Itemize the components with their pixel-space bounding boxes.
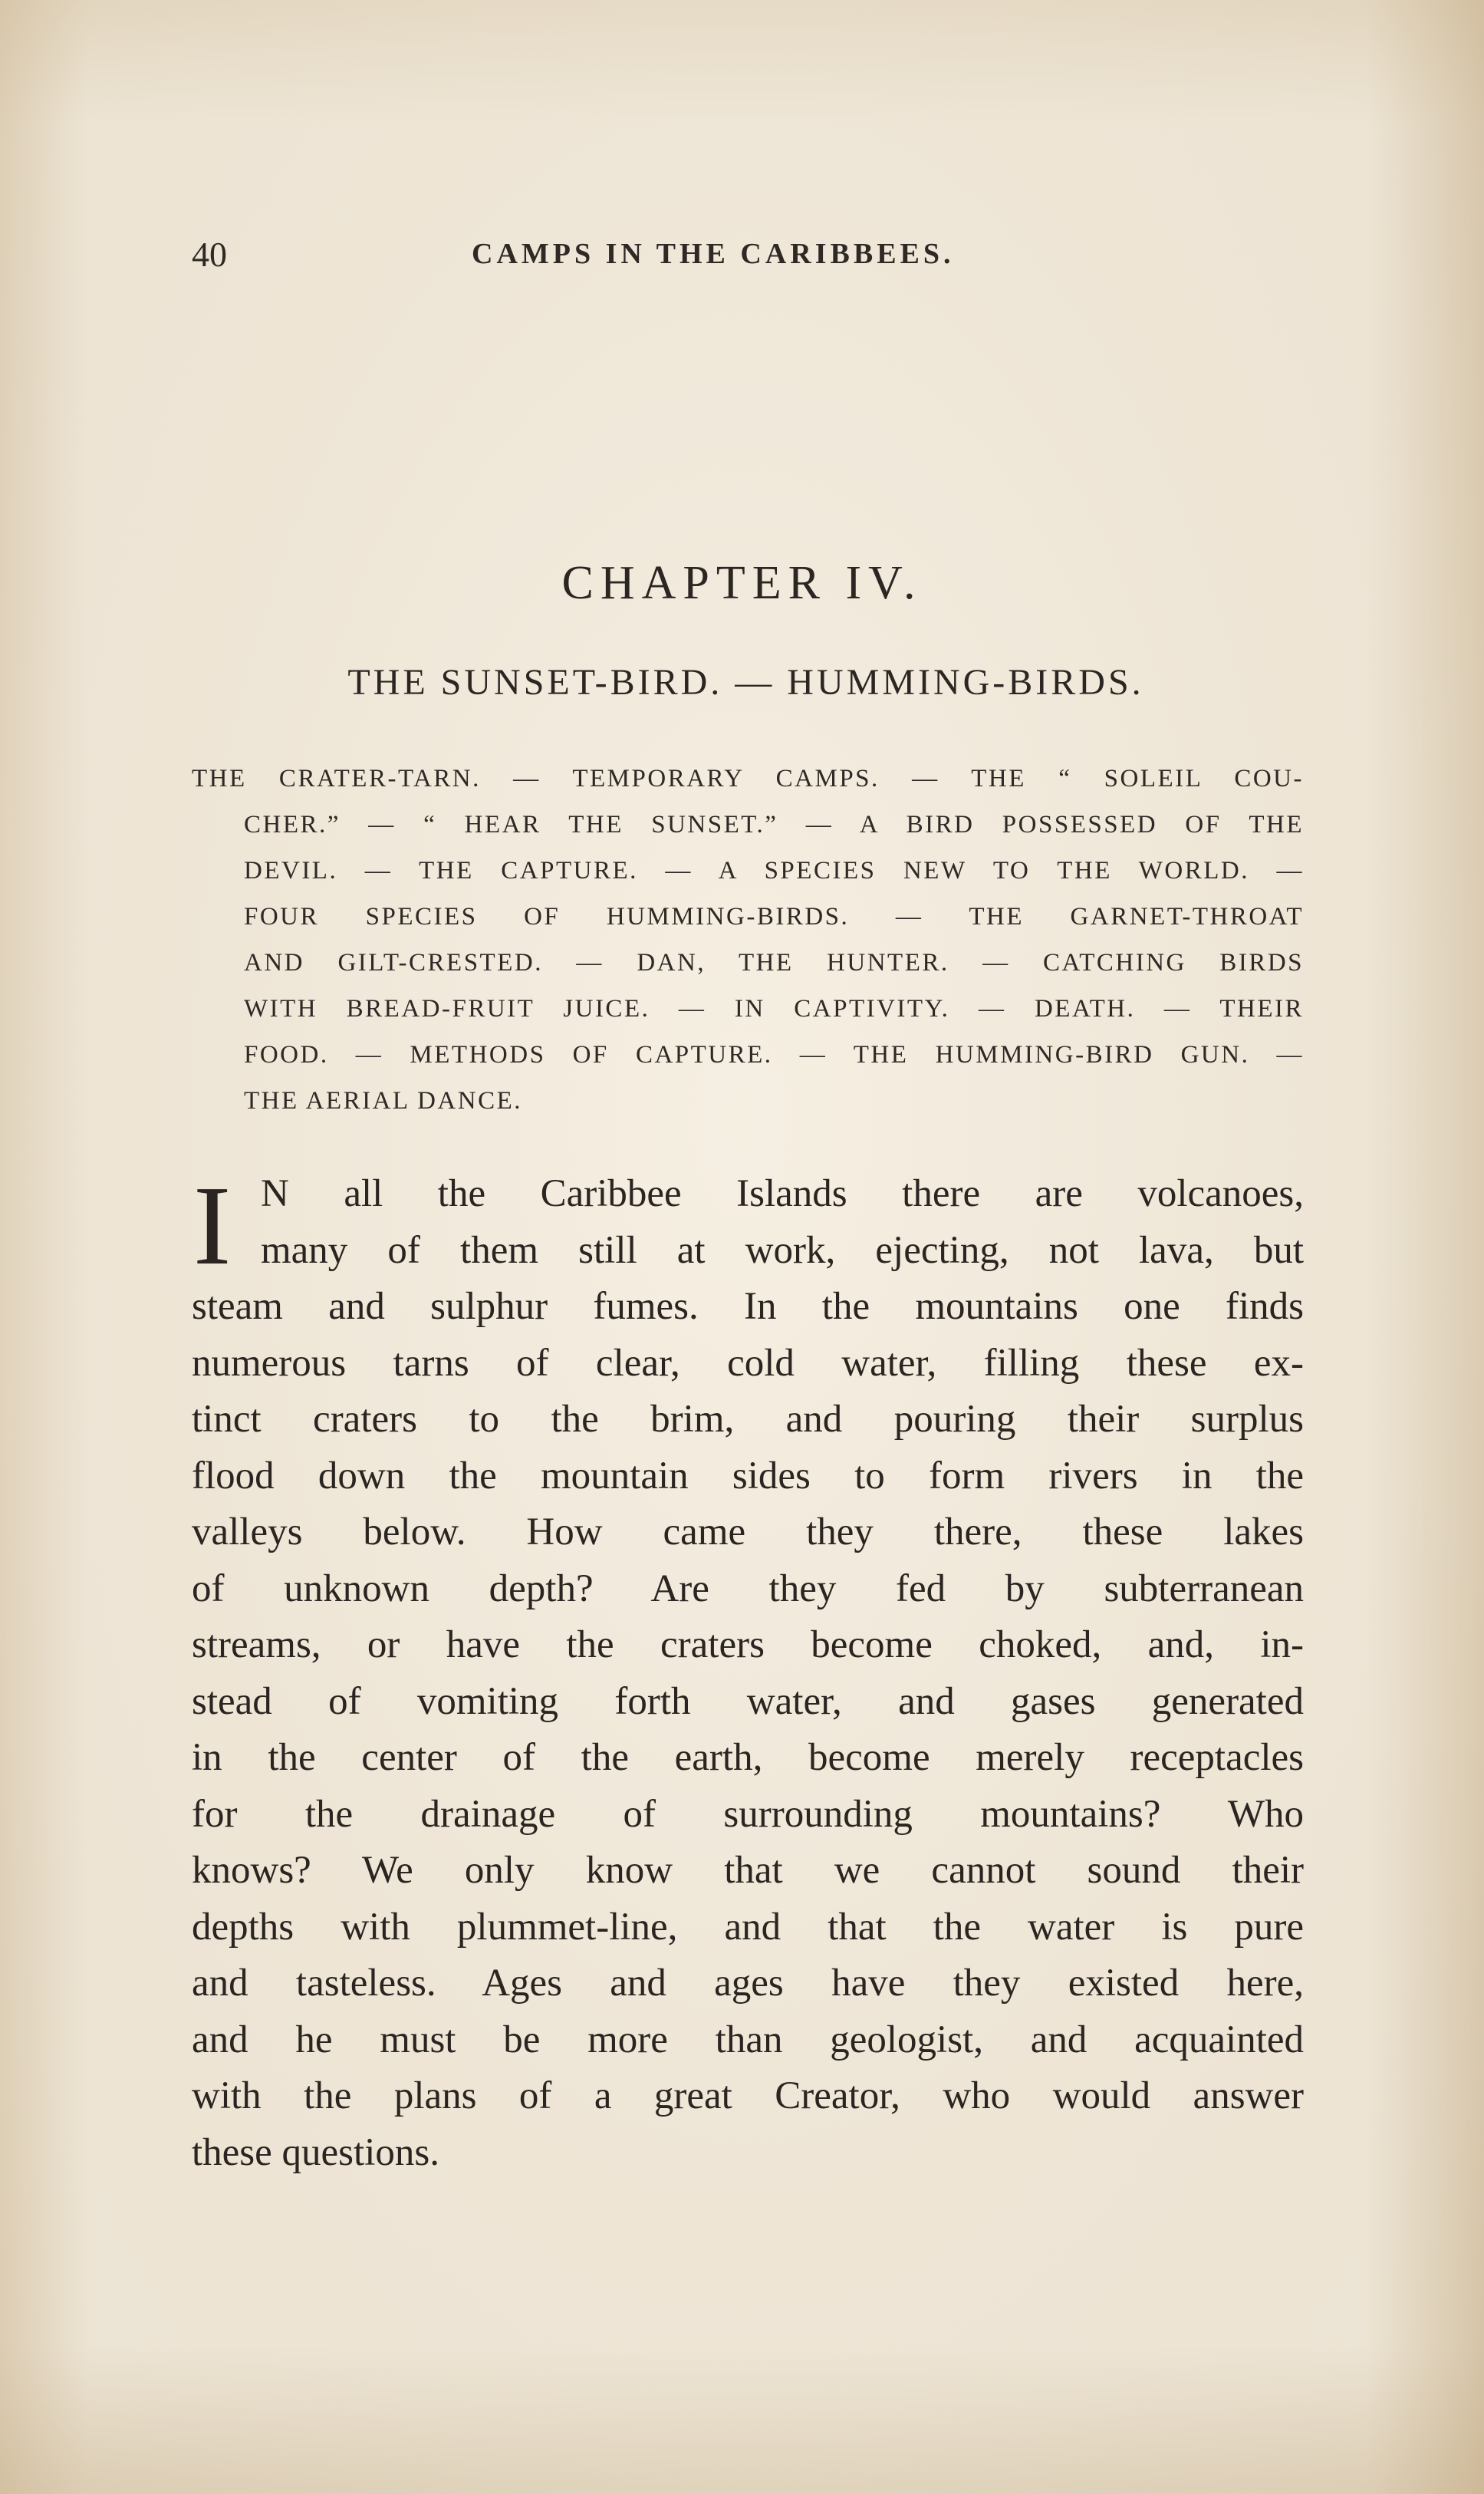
body-line: N all the Caribbee Islands there are volcanoes, [261, 1172, 1304, 1215]
synopsis-line: CHER.” — “ HEAR THE SUNSET.” — A BIRD POSSESSED OF THE [244, 811, 1304, 838]
chapter-synopsis [192, 756, 1304, 1124]
running-head [192, 234, 1304, 280]
running-title: CAMPS IN THE CARIBBEES. [472, 238, 955, 270]
body-line: streams, or have the craters become choked, and, in- [192, 1623, 1304, 1666]
body-line: these questions. [192, 2130, 439, 2174]
body-line: numerous tarns of clear, cold water, filling these ex- [192, 1341, 1304, 1385]
body-line: for the drainage of surrounding mountains? Who [192, 1792, 1304, 1836]
chapter-title: THE SUNSET-BIRD. — HUMMING-BIRDS. [347, 662, 1144, 703]
body-line: many of them still at work, ejecting, not lava, but [261, 1228, 1304, 1272]
synopsis-line: THE CRATER-TARN. — TEMPORARY CAMPS. — THE “ SOLEIL COU- [192, 765, 1304, 792]
synopsis-line: THE AERIAL DANCE. [244, 1087, 522, 1115]
chapter-heading: CHAPTER IV. [561, 557, 923, 609]
body-line: and he must be more than geologist, and acquainted [192, 2018, 1304, 2061]
body-line: and tasteless. Ages and ages have they existed here, [192, 1962, 1304, 2005]
body-line: depths with plummet-line, and that the water is pure [192, 1905, 1304, 1949]
body-line: tinct craters to the brim, and pouring their surplus [192, 1398, 1304, 1441]
body-line: knows? We only know that we cannot sound their [192, 1849, 1304, 1892]
body-line: of unknown depth? Are they fed by subterranean [192, 1567, 1304, 1610]
synopsis-line: DEVIL. — THE CAPTURE. — A SPECIES NEW TO THE WORLD. — [244, 857, 1304, 885]
synopsis-line: AND GILT-CRESTED. — DAN, THE HUNTER. — CATCHING BIRDS [244, 949, 1304, 977]
page-number: 40 [192, 235, 227, 274]
drop-cap: I [193, 1163, 232, 1289]
synopsis-line: FOUR SPECIES OF HUMMING-BIRDS. — THE GARNET-THROAT [244, 903, 1304, 931]
body-line: stead of vomiting forth water, and gases generated [192, 1679, 1304, 1723]
synopsis-line: FOOD. — METHODS OF CAPTURE. — THE HUMMING-BIRD GUN. — [244, 1041, 1304, 1069]
synopsis-line: WITH BREAD-FRUIT JUICE. — IN CAPTIVITY. — DEATH. — THEIR [244, 995, 1304, 1023]
body-paragraph [192, 1163, 1304, 2181]
body-line: steam and sulphur fumes. In the mountains one finds [192, 1285, 1304, 1328]
body-line: flood down the mountain sides to form rivers in the [192, 1454, 1304, 1497]
body-line: in the center of the earth, become merely receptacles [192, 1736, 1304, 1779]
body-line: valleys below. How came they there, these lakes [192, 1511, 1304, 1553]
body-line: with the plans of a great Creator, who would answer [192, 2074, 1304, 2117]
